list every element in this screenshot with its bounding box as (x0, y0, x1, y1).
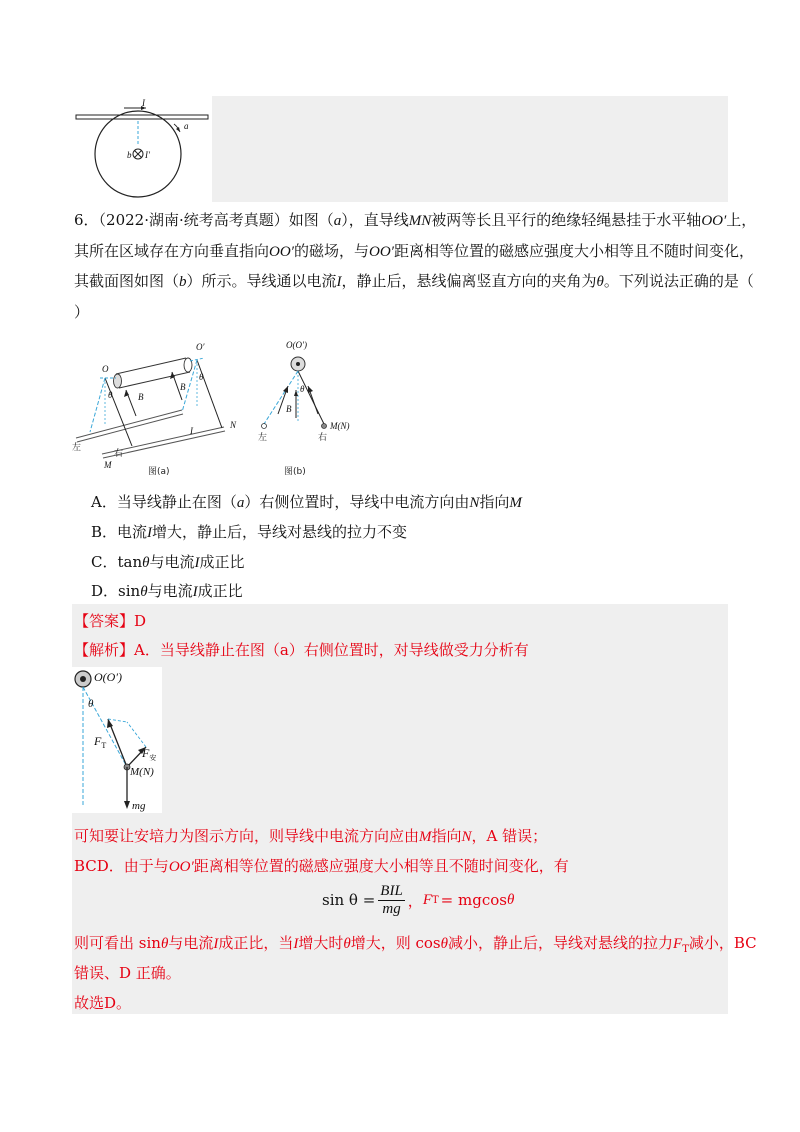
fig-a-caption: 图(a) (148, 467, 170, 477)
fig-a-label-B2: B (180, 382, 186, 392)
figure-a (72, 336, 254, 478)
fig-a-label-right: 右 (114, 449, 124, 459)
fig-b-label-theta: θ (300, 384, 305, 394)
analysis-line-5: 错误、D 正确。 (74, 964, 181, 982)
force-label-mg: mg (132, 800, 146, 812)
analysis-tag: 【解析】 (74, 641, 135, 659)
force-label-theta: θ (88, 698, 94, 710)
question-source: （2022·湖南·统考高考真题） (98, 211, 289, 229)
force-diagram (72, 667, 162, 813)
fig-a-label-left: 左 (72, 443, 82, 453)
analysis-line-2: 可知要让安培力为图示方向，则导线中电流方向应由M指向N，A 错误； (74, 827, 548, 845)
force-label-axis: O(O′) (94, 670, 122, 684)
analysis-line-1: 【解析】A．当导线静止在图（a）右侧位置时，对导线做受力分析有 (74, 641, 529, 659)
formula: sin θ = BIL mg ， F T = mgcos θ (322, 882, 515, 917)
fig-b-label-MN: M(N) (330, 421, 350, 431)
fig-b-caption: 图(b) (284, 467, 306, 477)
fig-a-label-theta-2: θ (199, 372, 204, 382)
fig-a-label-B1: B (138, 392, 144, 402)
answer-line (74, 610, 146, 632)
formula-fraction (378, 883, 405, 918)
fig-b-label-B: B (286, 404, 292, 414)
answer-value: D (134, 612, 147, 630)
option-b: B．电流I增大，静止后，导线对悬线的拉力不变 (91, 523, 408, 541)
fig-a-label-Oprime: O′ (196, 342, 205, 352)
formula-numerator: BIL (380, 882, 403, 899)
answer-tag: 【答案】 (74, 612, 135, 630)
figure-b (250, 336, 350, 478)
question-number: 6． (74, 211, 99, 229)
option-c: C．tanθ与电流I成正比 (91, 553, 245, 571)
fig-b-label-axis: O(O′) (286, 340, 307, 350)
question-line-2: 其所在区域存在方向垂直指向OO′的磁场，与OO′距离相等位置的磁感应强度大小相等且不随时间变化， (74, 242, 754, 260)
fig-a-label-N: N (230, 420, 237, 430)
force-label-FT: $F_T$ (94, 734, 107, 750)
ring-point-b-label: b (127, 150, 132, 160)
fig-a-label-theta: θ (108, 390, 113, 400)
ring-current-out-label: I′ (145, 150, 150, 160)
option-d: D．sinθ与电流I成正比 (91, 582, 243, 600)
formula-denominator: mg (382, 900, 401, 917)
analysis-line-6: 故选D。 (74, 994, 132, 1012)
fig-b-label-right: 右 (318, 433, 328, 443)
question-line-3: 其截面图如图（b）所示。导线通以电流I，静止后，悬线偏离竖直方向的夹角为θ。下列说法正确的是（ (74, 272, 754, 290)
ring-figure (72, 96, 212, 202)
force-label-Fan: $F_安$ (142, 746, 157, 762)
option-a: A．当导线静止在图（a）右侧位置时，导线中电流方向由N指向M (91, 493, 522, 511)
ring-current-label: I (142, 98, 145, 108)
fig-a-label-I: I (190, 426, 193, 436)
force-label-MN: M(N) (130, 766, 154, 778)
question-line-4: ） (74, 303, 90, 321)
analysis-line-4: 则可看出 sinθ与电流I成正比，当I增大时θ增大，则 cosθ减小，静止后，导线对悬线的拉力$F_T$减小，BC (74, 934, 757, 955)
question-line-1: 6．（2022·湖南·统考高考真题）如图（a），直导线MN被两等长且平行的绝缘轻绳悬挂于水平轴OO′上， (74, 211, 757, 229)
analysis-line-3: BCD．由于与OO′距离相等位置的磁感应强度大小相等且不随时间变化，有 (74, 857, 569, 875)
ring-point-a-label: a (184, 121, 189, 131)
fig-b-label-left: 左 (258, 433, 268, 443)
fig-a-label-O: O (102, 364, 109, 374)
fig-a-label-M: M (104, 460, 112, 470)
formula-lhs: sin θ = (322, 891, 376, 909)
